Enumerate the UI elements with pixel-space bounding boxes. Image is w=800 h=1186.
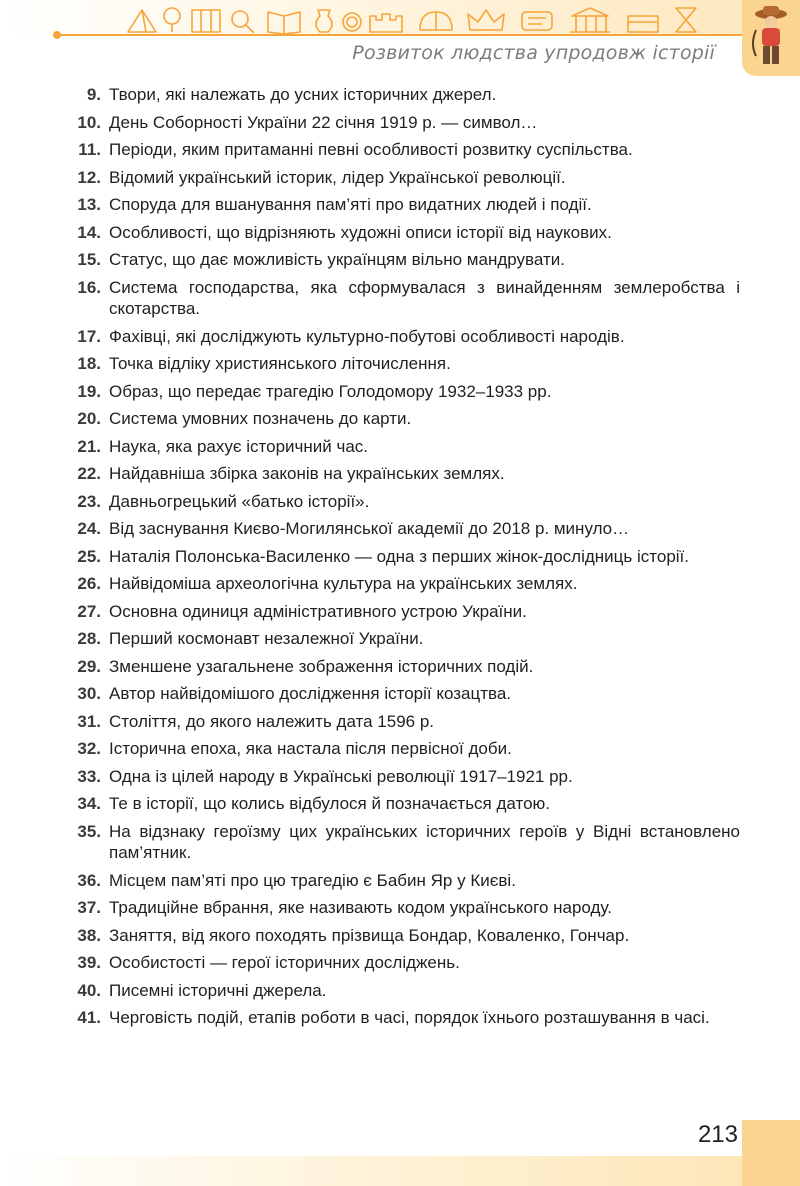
item-number: 13. — [77, 195, 101, 214]
item-text: Образ, що передає трагедію Голодомору 1932–1933 рр. — [109, 381, 552, 401]
item-number: 32. — [77, 739, 101, 758]
list-item — [57, 925, 740, 947]
item-text: Особистості — герої історичних досліджень. — [109, 953, 460, 972]
list-item — [57, 546, 740, 568]
item-text: Наука, яка рахує історичний час. — [109, 436, 369, 456]
corner-tab — [742, 0, 800, 76]
list-item — [57, 1007, 740, 1029]
item-text: На відзнаку героїзму цих українських історичних героїв у Відні встановлено пам’ятник. — [109, 821, 740, 862]
item-number: 37. — [77, 898, 101, 917]
item-number: 11. — [78, 140, 101, 159]
item-number: 16. — [77, 277, 101, 297]
list-item — [57, 139, 740, 161]
item-text: Перший космонавт незалежної України. — [109, 629, 424, 648]
list-item — [57, 408, 740, 430]
item-text: Те в історії, що колись відбулося й позначається датою. — [109, 794, 551, 813]
item-number: 24. — [77, 519, 101, 538]
vase-icon — [316, 10, 332, 32]
list-item — [57, 952, 740, 974]
item-text: Зменшене узагальнене зображення історичних подій. — [109, 656, 534, 676]
list-item — [57, 897, 740, 919]
item-number: 28. — [77, 629, 101, 648]
coin-icon — [343, 13, 361, 31]
item-text: Періоди, яким притаманні певні особливості розвитку суспільства. — [109, 140, 633, 159]
item-number: 9. — [86, 85, 101, 104]
item-number: 26. — [77, 574, 101, 593]
explorer-figure-icon — [742, 0, 800, 76]
pyramid-icon — [128, 10, 156, 32]
castle-icon — [370, 14, 402, 32]
page-number: 213 — [697, 1121, 738, 1148]
list-item — [57, 463, 740, 485]
item-number: 23. — [77, 491, 101, 511]
page-tab — [742, 1120, 800, 1186]
item-number: 27. — [77, 601, 101, 621]
book-icon — [268, 12, 300, 34]
item-number: 35. — [77, 821, 101, 841]
header-rule — [57, 34, 747, 36]
map-icon — [192, 10, 220, 32]
list-item — [57, 793, 740, 815]
item-text: Споруда для вшанування пам’яті про видатних людей і події. — [109, 195, 592, 214]
item-text: Наталія Полонська-Василенко — одна з перших жінок-дослідниць історії. — [109, 546, 689, 566]
list-item — [57, 112, 740, 134]
item-number: 12. — [77, 167, 101, 187]
item-text: Відомий український історик, лідер Української революції. — [109, 167, 566, 187]
item-number: 38. — [77, 925, 101, 945]
item-text: Місцем пам’яті про цю трагедію є Бабин Яр у Києві. — [109, 870, 516, 890]
item-number: 41. — [77, 1008, 101, 1027]
list-item — [57, 167, 740, 189]
item-number: 20. — [77, 409, 101, 428]
item-number: 40. — [77, 980, 101, 1000]
item-text: Черговість подій, етапів роботи в часі, порядок їхнього розташування в часі. — [109, 1008, 710, 1027]
item-number: 14. — [77, 222, 101, 242]
item-number: 15. — [77, 250, 101, 269]
list-item — [57, 711, 740, 733]
header-decoration-icons — [120, 2, 740, 34]
item-text: Традиційне вбрання, яке називають кодом українського народу. — [109, 898, 612, 917]
item-text: Точка відліку християнського літочислення. — [109, 354, 451, 373]
helmet-icon — [420, 12, 452, 30]
item-text: Найвідоміша археологічна культура на українських землях. — [109, 574, 578, 593]
list-item — [57, 870, 740, 892]
list-item — [57, 277, 740, 320]
question-list — [57, 84, 740, 1035]
page-header-title: Розвиток людства упродовж історії — [352, 42, 715, 64]
list-item — [57, 194, 740, 216]
list-item — [57, 518, 740, 540]
list-item — [57, 766, 740, 788]
list-item — [57, 222, 740, 244]
item-number: 25. — [77, 546, 101, 566]
list-item — [57, 249, 740, 271]
list-item — [57, 326, 740, 348]
item-text: Система господарства, яка сформувалася з винайденням землеробства і скотарства. — [109, 277, 740, 318]
list-item — [57, 84, 740, 106]
item-number: 30. — [77, 684, 101, 703]
item-number: 10. — [77, 112, 101, 132]
list-item — [57, 436, 740, 458]
chest-icon — [628, 16, 658, 32]
item-text: Система умовних позначень до карти. — [109, 409, 412, 428]
list-item — [57, 980, 740, 1002]
magnifier-icon — [232, 11, 254, 33]
list-item — [57, 683, 740, 705]
item-text: Писемні історичні джерела. — [109, 980, 327, 1000]
item-text: Історична епоха, яка настала після первісної доби. — [109, 739, 512, 758]
item-text: Від заснування Києво-Могилянської академії до 2018 р. минуло… — [109, 519, 630, 538]
item-number: 39. — [77, 953, 101, 972]
item-text: Автор найвідомішого дослідження історії козацтва. — [109, 684, 512, 703]
item-number: 33. — [77, 766, 101, 786]
list-item — [57, 656, 740, 678]
scroll-icon — [522, 12, 552, 30]
item-number: 22. — [77, 464, 101, 483]
item-text: Найдавніша збірка законів на українських землях. — [109, 464, 505, 483]
list-item — [57, 353, 740, 375]
crown-icon — [468, 10, 504, 30]
item-text: Фахівці, які досліджують культурно-побутові особливості народів. — [109, 326, 625, 346]
footer-band — [0, 1156, 800, 1186]
item-text: Століття, до якого належить дата 1596 р. — [109, 711, 435, 731]
list-item — [57, 821, 740, 864]
item-text: Давньогрецький «батько історії». — [109, 491, 370, 511]
item-number: 34. — [77, 794, 101, 813]
temple-icon — [570, 8, 610, 32]
item-number: 36. — [77, 870, 101, 890]
list-item — [57, 491, 740, 513]
item-text: Особливості, що відрізняють художні описи історії від наукових. — [109, 222, 612, 242]
list-item — [57, 601, 740, 623]
list-item — [57, 381, 740, 403]
item-text: Одна із цілей народу в Українські революції 1917–1921 рр. — [109, 766, 573, 786]
item-number: 19. — [77, 381, 101, 401]
tree-icon — [164, 8, 180, 32]
item-number: 17. — [77, 326, 101, 346]
item-number: 31. — [77, 711, 101, 731]
item-number: 29. — [77, 656, 101, 676]
item-number: 18. — [77, 354, 101, 373]
item-text: Статус, що дає можливість українцям вільно мандрувати. — [109, 250, 565, 269]
item-text: Твори, які належать до усних історичних джерел. — [109, 85, 497, 104]
item-text: День Соборності України 22 січня 1919 р. — символ… — [109, 112, 538, 132]
item-text: Основна одиниця адміністративного устрою України. — [109, 601, 527, 621]
list-item — [57, 628, 740, 650]
hourglass-icon — [676, 8, 696, 32]
list-item — [57, 573, 740, 595]
list-item — [57, 738, 740, 760]
item-number: 21. — [77, 436, 101, 456]
item-text: Заняття, від якого походять прізвища Бондар, Коваленко, Гончар. — [109, 925, 630, 945]
